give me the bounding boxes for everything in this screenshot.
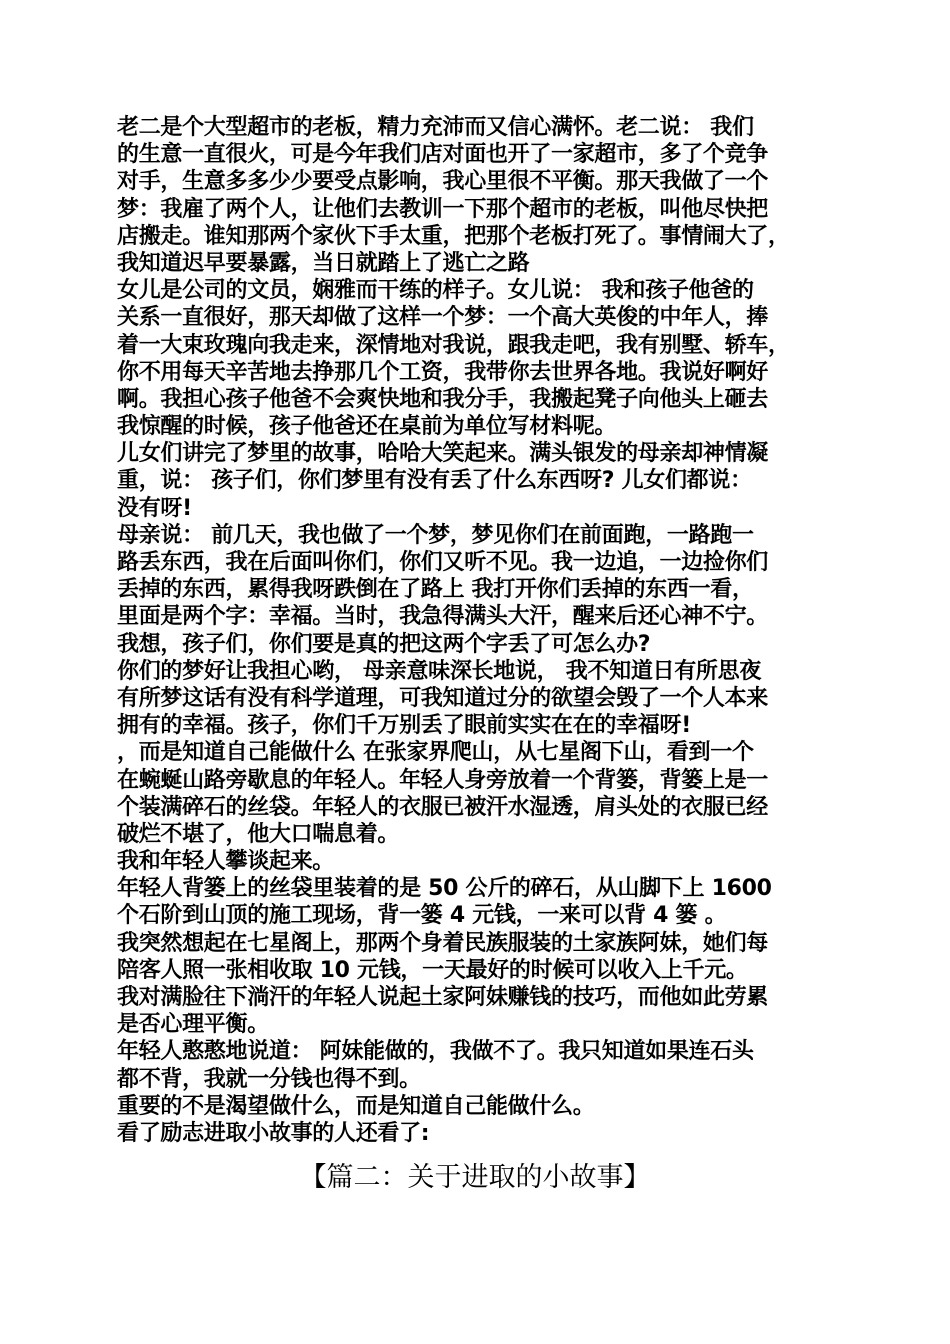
text-line: 女儿是公司的文员，娴雅而干练的样子。女儿说： 我和孩子他爸的	[117, 278, 754, 304]
text-line: 路丢东西，我在后面叫你们，你们又听不见。我一边追，一边捡你们	[117, 550, 769, 575]
story-text	[117, 114, 842, 1147]
section-heading: 【篇二：关于进取的小故事】	[299, 1162, 651, 1193]
text-line: 我突然想起在七星阁上，那两个身着民族服装的土家族阿妹，她们每	[117, 930, 769, 956]
text-line: 着一大束玫瑰向我走来，深情地对我说，跟我走吧，我有别墅、轿车，	[117, 332, 790, 358]
text-line: 破烂不堪了，他大口喘息着。	[117, 821, 400, 847]
text-line: 年轻人憨憨地说道： 阿妹能做的，我做不了。我只知道如果连石头	[117, 1039, 754, 1065]
text-line: 重，说： 孩子们，你们梦里有没有丢了什么东西呀? 儿女们都说：	[117, 468, 752, 494]
text-line: 儿女们讲完了梦里的故事，哈哈大笑起来。满头银发的母亲却神情凝	[117, 441, 769, 467]
text-line: 都不背，我就一分钱也得不到。	[117, 1066, 421, 1092]
text-line: 你不用每天辛苦地去挣那几个工资，我带你去世界各地。我说好啊好	[117, 359, 769, 385]
text-line: 丢掉的东西，累得我呀跌倒在了路上 我打开你们丢掉的东西一看，	[117, 577, 754, 603]
text-line: 我对满脸往下淌汗的年轻人说起土家阿妹赚钱的技巧，而他如此劳累	[117, 985, 769, 1010]
text-line: 我知道迟早要暴露，当日就踏上了逃亡之路	[117, 250, 530, 276]
text-line: 看了励志进取小故事的人还看了:	[117, 1120, 430, 1146]
text-line: 有所梦这话有没有科学道理，可我知道过分的欲望会毁了一个人本来	[117, 685, 769, 711]
text-line: ，而是知道自己能做什么 在张家界爬山，从七星阁下山，看到一个	[117, 740, 754, 766]
text-line: 梦：我雇了两个人，让他们去教训一下那个超市的老板，叫他尽快把	[117, 196, 769, 222]
text-line: 母亲说： 前几天，我也做了一个梦，梦见你们在前面跑，一路跑一	[117, 522, 754, 548]
text-line: 我和年轻人攀谈起来。	[117, 849, 335, 875]
text-line: 没有呀!	[117, 495, 192, 521]
text-line: 对手，生意多多少少要受点影响，我心里很不平衡。那天我做了一个	[117, 169, 769, 195]
text-line: 个石阶到山顶的施工现场，背一篓 4 元钱，一来可以背 4 篓 。	[117, 903, 727, 929]
text-line: 我想，孩子们，你们要是真的把这两个字丢了可怎么办?	[117, 631, 651, 657]
text-line: 重要的不是渴望做什么，而是知道自己能做什么。	[117, 1093, 595, 1119]
text-line: 的生意一直很火，可是今年我们店对面也开了一家超市，多了个竞争	[117, 142, 769, 168]
text-line: 个装满碎石的丝袋。年轻人的衣服已被汗水湿透，肩头处的衣服已经	[117, 794, 769, 820]
text-line: 年轻人背篓上的丝袋里装着的是 50 公斤的碎石，从山脚下上 1600	[117, 876, 772, 902]
text-line: 啊。我担心孩子他爸不会爽快地和我分手，我搬起凳子向他头上砸去	[117, 386, 769, 412]
text-line: 陪客人照一张相收取 10 元钱，一天最好的时候可以收入上千元。	[117, 957, 748, 983]
text-line: 老二是个大型超市的老板，精力充沛而又信心满怀。老二说： 我们	[117, 115, 754, 140]
text-line: 店搬走。谁知那两个家伙下手太重，把那个老板打死了。事情闹大了，	[117, 223, 790, 249]
text-line: 你们的梦好让我担心哟， 母亲意味深长地说， 我不知道日有所思夜	[117, 658, 762, 684]
text-line: 里面是两个字：幸福。当时，我急得满头大汗，醒来后还心神不宁。	[117, 604, 769, 630]
text-line: 我惊醒的时候，孩子他爸还在桌前为单位写材料呢。	[117, 414, 617, 440]
text-line: 拥有的幸福。孩子，你们千万别丢了眼前实实在在的幸福呀!	[117, 713, 691, 739]
text-line: 是否心理平衡。	[117, 1012, 269, 1038]
text-line: 在蜿蜒山路旁歇息的年轻人。年轻人身旁放着一个背篓，背篓上是一	[117, 767, 769, 793]
text-line: 关系一直很好，那天却做了这样一个梦：一个高大英俊的中年人，捧	[117, 305, 769, 331]
